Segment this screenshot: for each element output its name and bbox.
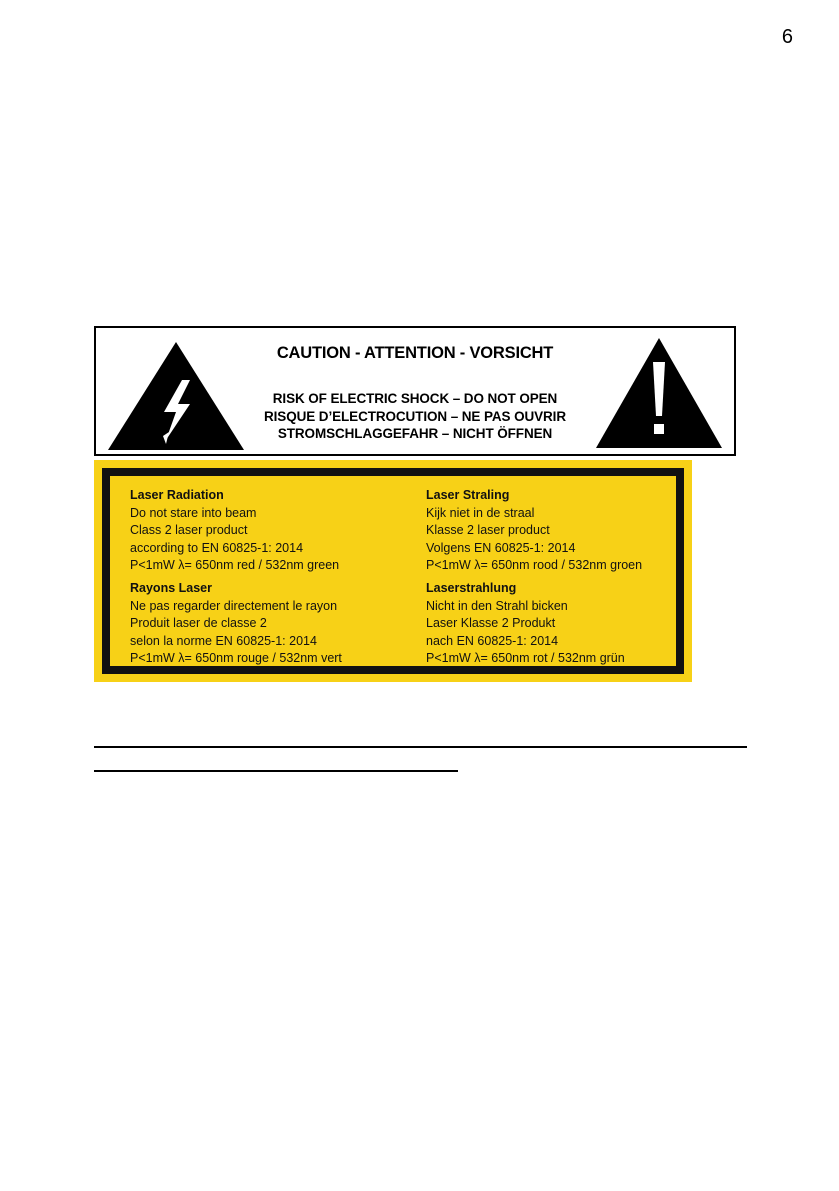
caution-warning-lines xyxy=(246,390,584,443)
laser-warning-label xyxy=(94,460,692,682)
laser-line: P<1mW λ= 650nm red / 532nm green xyxy=(130,558,340,572)
caution-line-fr: RISQUE D’ELECTROCUTION – NE PAS OUVRIR xyxy=(264,408,566,424)
page-number: 6 xyxy=(781,26,793,48)
horizontal-rule-short xyxy=(94,770,458,772)
caution-panel xyxy=(94,326,736,456)
laser-block-french xyxy=(130,580,342,668)
laser-heading-nl: Laser Straling xyxy=(426,488,510,502)
laser-line: Laser Klasse 2 Produkt xyxy=(426,616,556,630)
exclamation-warning-icon xyxy=(594,336,724,450)
laser-line: Produit laser de classe 2 xyxy=(130,616,267,630)
laser-line: P<1mW λ= 650nm rot / 532nm grün xyxy=(426,651,625,665)
laser-heading-en: Laser Radiation xyxy=(130,488,224,502)
laser-line: Volgens EN 60825-1: 2014 xyxy=(426,540,576,555)
caution-line-en: RISK OF ELECTRIC SHOCK – DO NOT OPEN xyxy=(272,391,558,406)
laser-line: selon la norme EN 60825-1: 2014 xyxy=(130,633,317,648)
laser-line: Kijk niet in de straal xyxy=(426,505,535,520)
horizontal-rule xyxy=(94,746,747,748)
laser-line: Ne pas regarder directement le rayon xyxy=(130,598,338,613)
laser-line: P<1mW λ= 650nm rouge / 532nm vert xyxy=(130,651,342,665)
laser-heading-de: Laserstrahlung xyxy=(426,581,517,595)
laser-block-german xyxy=(426,580,625,668)
laser-line: Klasse 2 laser product xyxy=(426,523,550,537)
laser-label-border xyxy=(102,468,684,674)
laser-block-english xyxy=(130,487,339,575)
laser-heading-fr: Rayons Laser xyxy=(130,581,212,595)
caution-line-de: STROMSCHLAGGEFAHR – NICHT ÖFFNEN xyxy=(277,426,553,441)
laser-line: Class 2 laser product xyxy=(130,523,248,537)
laser-line: nach EN 60825-1: 2014 xyxy=(426,633,559,648)
laser-block-dutch xyxy=(426,487,642,575)
electric-shock-warning-icon xyxy=(106,340,246,452)
laser-line: Do not stare into beam xyxy=(130,505,257,520)
laser-line: P<1mW λ= 650nm rood / 532nm groen xyxy=(426,558,643,572)
laser-line: according to EN 60825-1: 2014 xyxy=(130,540,304,555)
caution-title: CAUTION - ATTENTION - VORSICHT xyxy=(276,344,554,362)
laser-line: Nicht in den Strahl bicken xyxy=(426,598,568,613)
